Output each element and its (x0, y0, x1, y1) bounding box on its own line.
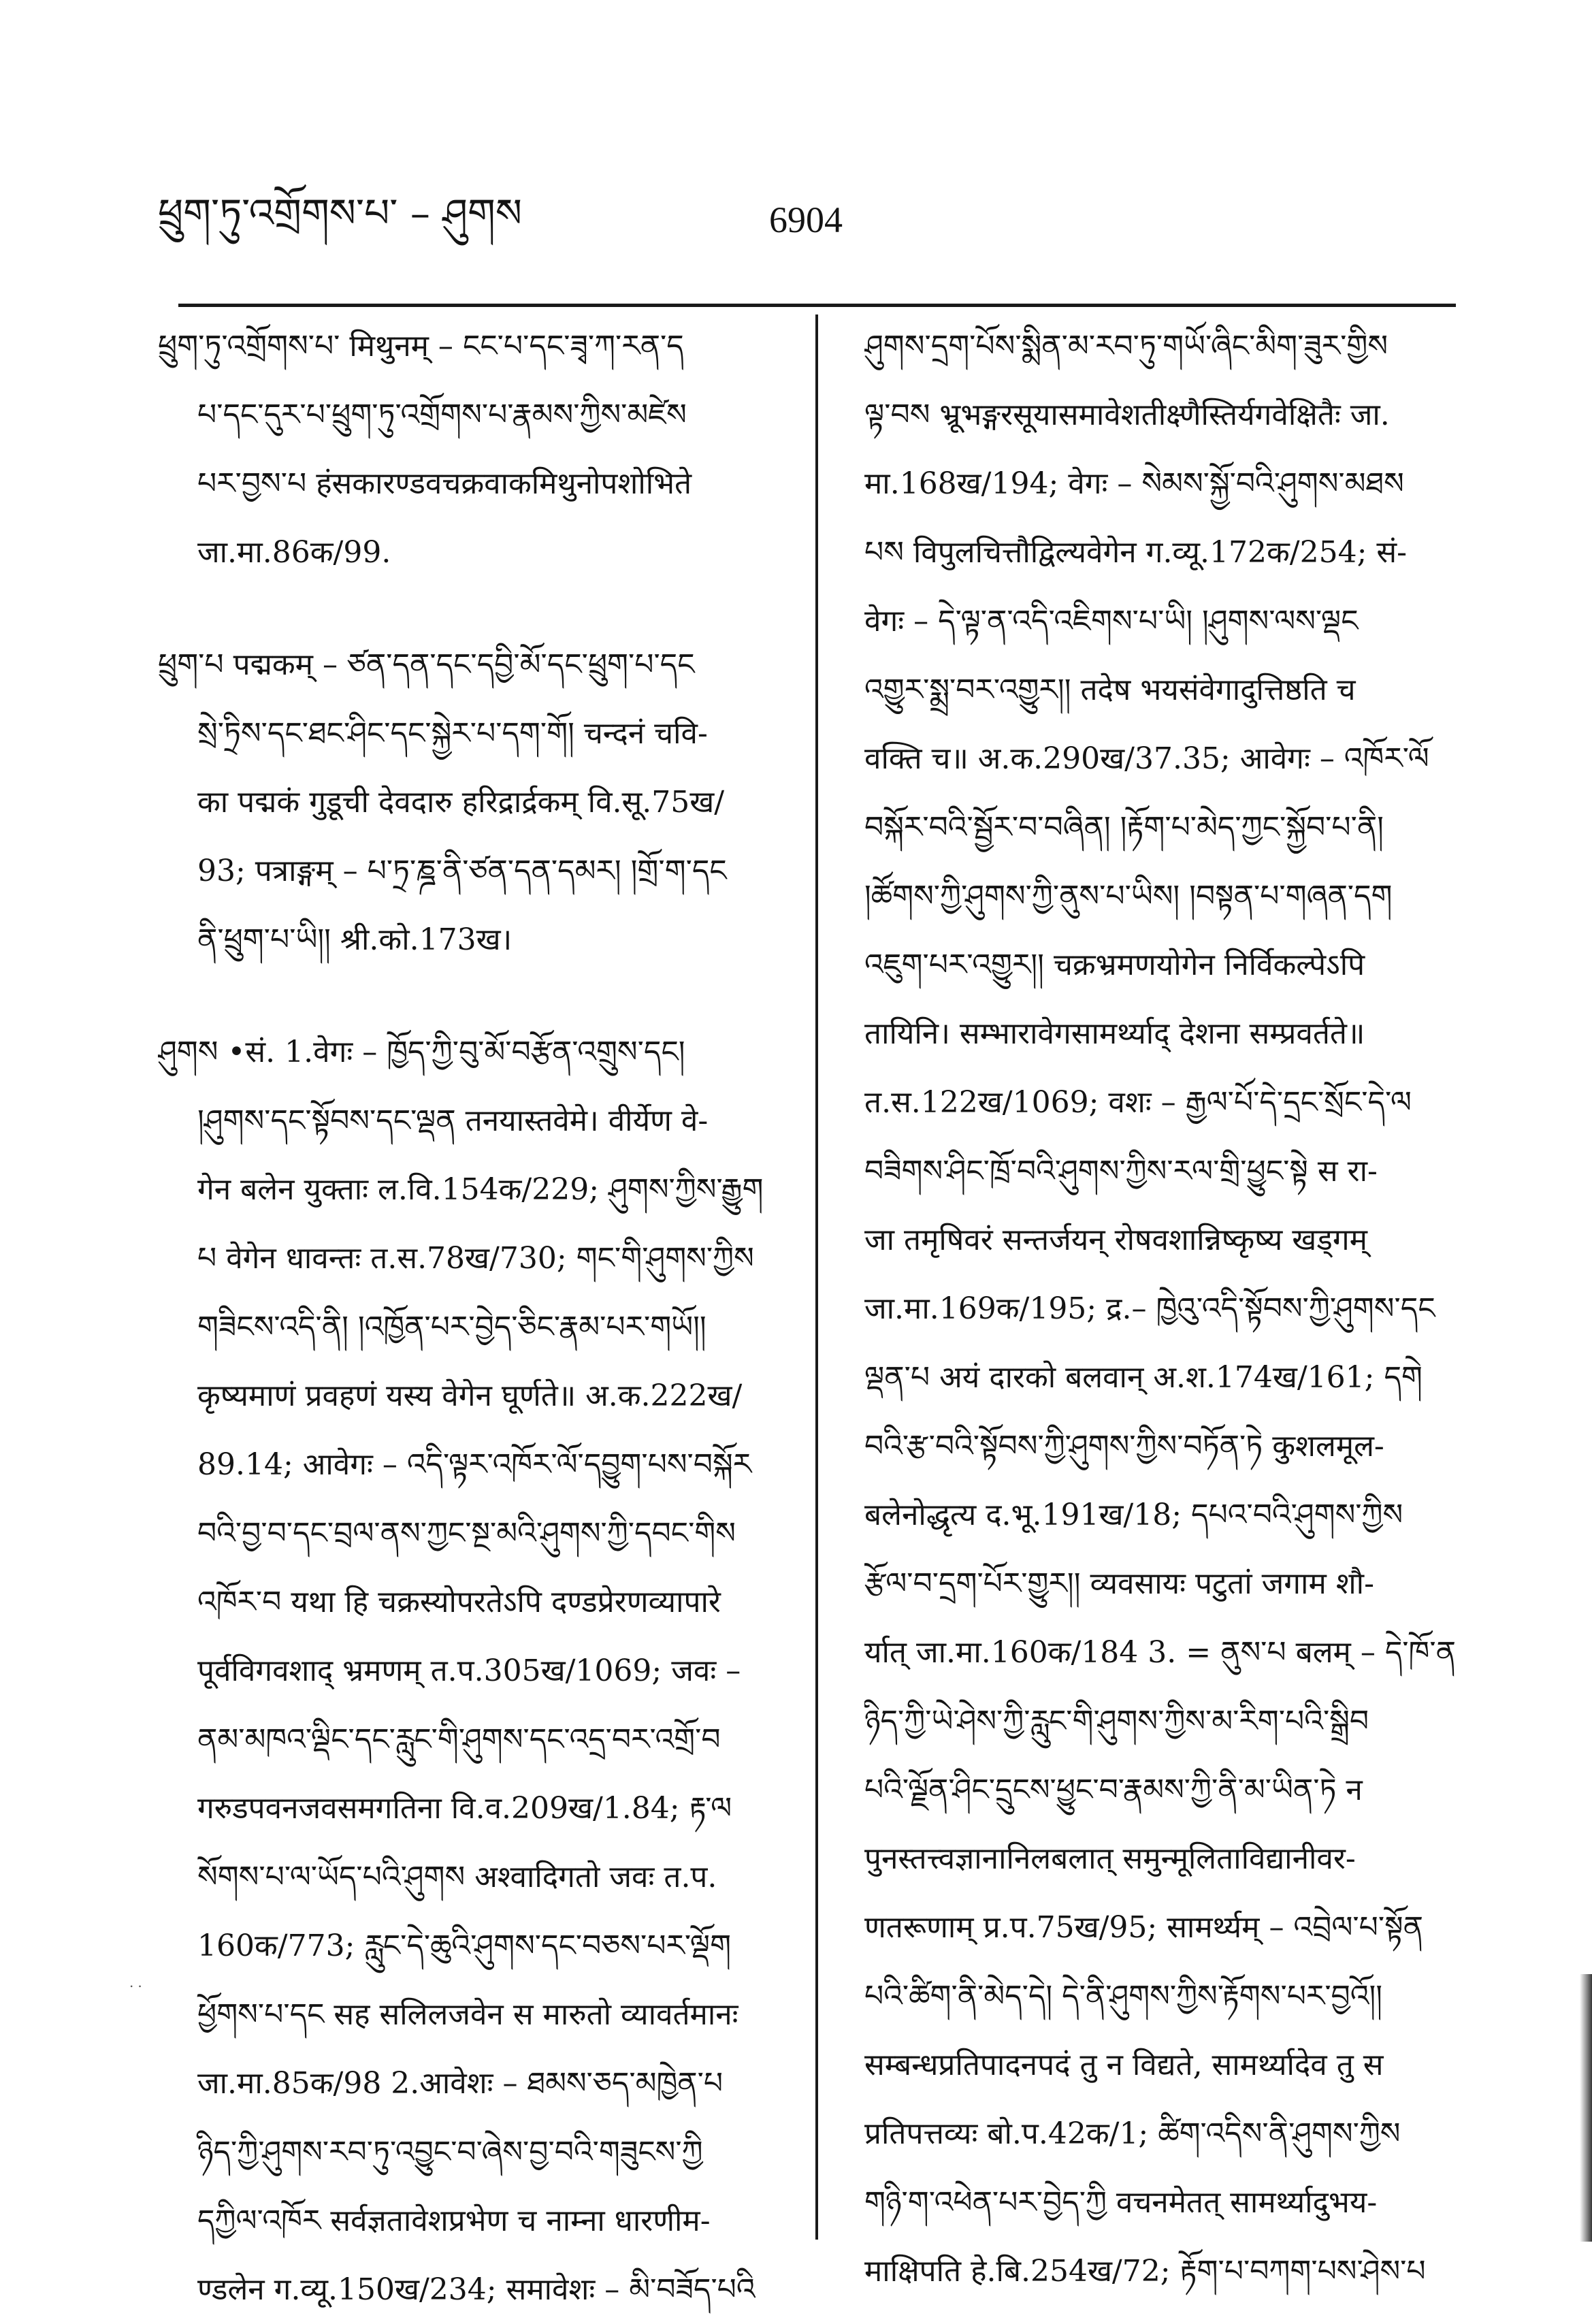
text-line: །ཤུགས་དང་སྟོབས་དང་ལྡན तनयास्तवेमे। वीर्येण वे- (197, 1103, 709, 1138)
text-line: बलेनोद्धृत्य द.भू.191ख/18; དཔའ་བའི་ཤུགས་ཀྱིས (864, 1498, 1403, 1532)
text-line: जा.मा.86क/99. (197, 535, 391, 570)
text-line: འགྱུར་སྨྲ་བར་འགྱུར།། तदेष भयसंवेगादुत्तिष्ठति च (864, 673, 1356, 707)
text-line: णतरूणाम् प्र.प.75ख/95; सामर्थ्यम् – འབྲེལ་པ་སྟོན (864, 1910, 1423, 1945)
text-line: गरुडपवनजवसमगतिना वि.व.209ख/1.84; རྟ་ལ (197, 1791, 732, 1826)
text-line: པ वेगेन धावन्तः त.स.78ख/730; གང་གི་ཤུགས་ཀྱིས (197, 1241, 754, 1276)
page-number: 6904 (769, 199, 843, 240)
text-line: गेन बलेन युक्ताः ल.वि.154क/229; ཤུགས་ཀྱིས་རྒྱུག (197, 1172, 764, 1207)
text-line: पूर्वविगवशाद् भ्रमणम् त.प.305ख/1069; जवः – (197, 1653, 741, 1688)
text-line: सम्बन्धप्रतिपादनपदं तु न विद्यते, सामर्थ्यादेव तु स (864, 2048, 1384, 2082)
scan-marks: .. (129, 1974, 146, 1990)
entry-gap (158, 974, 805, 1018)
text-line: माक्षिपति हे.बि.254ख/72; རྟོག་པ་བཀག་པས་ཤེས་པ (864, 2254, 1426, 2289)
text-line: जा.मा.169क/195; द्र.– ཁྱེའུ་འདི་སྟོབས་ཀྱི་ཤུགས་དང (864, 1291, 1435, 1326)
text-line: པར་བྱས་པ हंसकारण्डवचक्रवाकमिथुनोपशोभिते (197, 466, 692, 501)
text-line: का पद्मकं गुडूची देवदारु हरिद्रार्द्रकम् वि.सू.75ख/ (197, 785, 725, 820)
text-line: ནི་ཕྲུག་པ་ཡི།། श्री.को.173ख। (197, 922, 513, 957)
text-line: वेगः – དེ་ལྟ་ན་འདི་འཇིགས་པ་ཡི། །ཤུགས་ལས་ལྡང (864, 604, 1359, 639)
text-line: प्रतिपत्तव्यः बो.प.42क/1; ཚིག་འདིས་ནི་ཤུགས་ཀྱིས (864, 2116, 1401, 2151)
text-line: པས विपुलचित्तौद्विल्यवेगेन ग.व्यू.172क/254; सं- (864, 535, 1407, 570)
text-line: तायिनि। सम्भारावेगसामर्थ्याद् देशना सम्प्रवर्तते॥ (864, 1016, 1365, 1051)
text-line: ཉིད་ཀྱི་ཡེ་ཤེས་ཀྱི་རླུང་གི་ཤུགས་ཀྱིས་མ་རིག་པའི་སྒྲིབ (864, 1704, 1369, 1739)
text-line: པའི་ལྗོན་ཤིང་དྲུངས་ཕྱུང་བ་རྣམས་ཀྱི་ནི་མ་ཡིན་ཏེ न (864, 1773, 1363, 1807)
text-line: ལྡན་པ अयं दारको बलवान् अ.श.174ख/161; དགེ (864, 1360, 1423, 1395)
entry-gap (158, 587, 805, 630)
text-line: །ཚོགས་ཀྱི་ཤུགས་ཀྱི་ནུས་པ་ཡིས། །བསྟན་པ་གཞན་དག (864, 879, 1393, 914)
text-line: འཁོར་བ यथा हि चक्रस्योपरतेऽपि दण्डप्रेरणव्यापारे (197, 1585, 721, 1619)
text-line: བའི་བྱ་བ་དང་བྲལ་ནས་ཀྱང་སྔ་མའི་ཤུགས་ཀྱི་དབང་གིས (197, 1516, 736, 1551)
text-line: 160क/773; རླུང་དེ་ཆུའི་ཤུགས་དང་བཅས་པར་ལྡོག (197, 1928, 732, 1963)
text-line: པའི་ཚིག་ནི་མེད་དེ། དེ་ནི་ཤུགས་ཀྱིས་རྟོགས་པར་བྱའོ།། (864, 1979, 1383, 2014)
text-line: ཤུགས •सं. 1.वेगः – ཁྱོད་ཀྱི་བུ་མོ་བརྩོན་འགྲུས་དང། (158, 1035, 685, 1069)
text-line: ཕྲུག་པ पद्मकम् – ཙན་དན་དང་དབྱི་མོ་དང་ཕྲུག་པ་དང (158, 647, 695, 682)
text-line: དཀྱིལ་འཁོར सर्वज्ञतावेशप्रभेण च नाम्ना धारणीम- (197, 2204, 711, 2238)
text-line: 93; पत्राङ्गम् – པ་ཏྲ་ཎྜ་ནི་ཙན་དན་དམར། །གྲོ་ག་དང (197, 854, 727, 888)
scan-edge-shadow (1580, 1974, 1592, 2242)
text-line: གཟིངས་འདི་ནི། །འཁྱོན་པར་བྱེད་ཅིང་རྣམ་པར་གཡོ།། (197, 1310, 706, 1344)
text-line: जा तमृषिवरं सन्तर्जयन् रोषवशान्निष्कृष्य खड्गम् (864, 1223, 1367, 1257)
text-line: वक्ति च॥ अ.क.290ख/37.35; आवेगः – འཁོར་ལོ (864, 741, 1429, 776)
text-line: मा.168ख/194; वेगः – སེམས་སྐྱོ་བའི་ཤུགས་མཐས (864, 466, 1404, 501)
header-rule (178, 304, 1456, 307)
left-column (158, 312, 805, 2324)
text-line: བཟིགས་ཤིང་ཁྲོ་བའི་ཤུགས་ཀྱིས་རལ་གྲི་ཕྱུང་སྟེ स रा- (864, 1154, 1378, 1189)
text-line: ནམ་མཁའ་ལྡིང་དང་རླུང་གི་ཤུགས་དང་འདྲ་བར་འགྲོ་བ (197, 1722, 721, 1757)
text-line: ཉིད་ཀྱི་ཤུགས་རབ་ཏུ་འབྱུང་བ་ཞེས་བྱ་བའི་གཟུངས་ཀྱི (197, 2135, 703, 2169)
column-divider (815, 314, 818, 2240)
text-line: 89.14; आवेगः – འདི་ལྟར་འཁོར་ལོ་དབྱུག་པས་བསྐོར (197, 1447, 752, 1482)
text-line: जा.मा.85क/98 2.आवेशः – ཐམས་ཅད་མཁྱེན་པ (197, 2066, 724, 2101)
text-line: བའི་རྩ་བའི་སྟོབས་ཀྱི་ཤུགས་ཀྱིས་བཏོན་ཏེ कुशलमूल- (864, 1429, 1384, 1464)
running-header: ཕྲུག་ཏུ་འགྲོགས་པ་ – ཤུགས (158, 190, 522, 236)
text-line: र्यात् जा.मा.160क/184 3. = ནུས་པ बलम् – དེ་ཁོ་ན (864, 1635, 1456, 1670)
text-line: त.स.122ख/1069; वशः – རྒྱལ་པོ་དེ་དྲང་སྲོང་དེ་ལ (864, 1085, 1412, 1120)
text-line: གཉི་ག་འཕེན་པར་བྱེད་ཀྱི वचनमेतत् सामर्थ्यादुभय- (864, 2185, 1378, 2220)
right-column (864, 312, 1477, 2306)
text-line: འཇུག་པར་འགྱུར།། चक्रभ्रमणयोगेन निर्विकल्पेऽपि (864, 948, 1365, 982)
text-line: ण्डलेन ग.व्यू.150ख/234; समावेशः – མི་བཟོད་པའི (197, 2272, 756, 2307)
text-line: ཕྱོགས་པ་དང सह सलिलजवेन स मारुतो व्यावर्तमानः (197, 1997, 738, 2032)
text-line: कृष्यमाणं प्रवहणं यस्य वेगेन घूर्णते॥ अ.क.222ख/ (197, 1378, 743, 1413)
text-line: ཤུགས་དྲག་པོས་སྨིན་མ་རབ་ཏུ་གཡོ་ཞིང་མིག་ཟུར་གྱིས (864, 329, 1388, 364)
text-line: རྩོལ་བ་དྲག་པོར་གྱུར།། व्यवसायः पटुतां जगाम शौ- (864, 1566, 1374, 1601)
text-line: པ་དང་དུར་པ་ཕྲུག་ཏུ་འགྲོགས་པ་རྣམས་ཀྱིས་མཛེས (197, 398, 687, 432)
text-line: སྲེ་ཏྲིས་དང་ཐང་ཤིང་དང་སྐྱེར་པ་དག་གོ། चन्दनं चवि- (197, 716, 708, 751)
text-line: पुनस्तत्त्वज्ञानानिलबलात् समुन्मूलिताविद्यानीवर- (864, 1841, 1356, 1876)
text-line: ལྟ་བས भ्रूभङ्गरसूयासमावेशतीक्ष्णैस्तिर्यगवेक्षितैः जा. (864, 398, 1390, 432)
text-line: བསྐོར་བའི་སྦྱོར་བ་བཞིན། །རྟོག་པ་མེད་ཀྱང་སྐྱོབ་པ་ནི། (864, 810, 1384, 845)
text-line: ཕྲུག་ཏུ་འགྲོགས་པ་ मिथुनम् – ངང་པ་དང་ཟྭ་ཀ་རན་ད (158, 329, 684, 364)
text-line: སོགས་པ་ལ་ཡོད་པའི་ཤུགས अश्वादिगतो जवः त.प. (197, 1860, 717, 1894)
